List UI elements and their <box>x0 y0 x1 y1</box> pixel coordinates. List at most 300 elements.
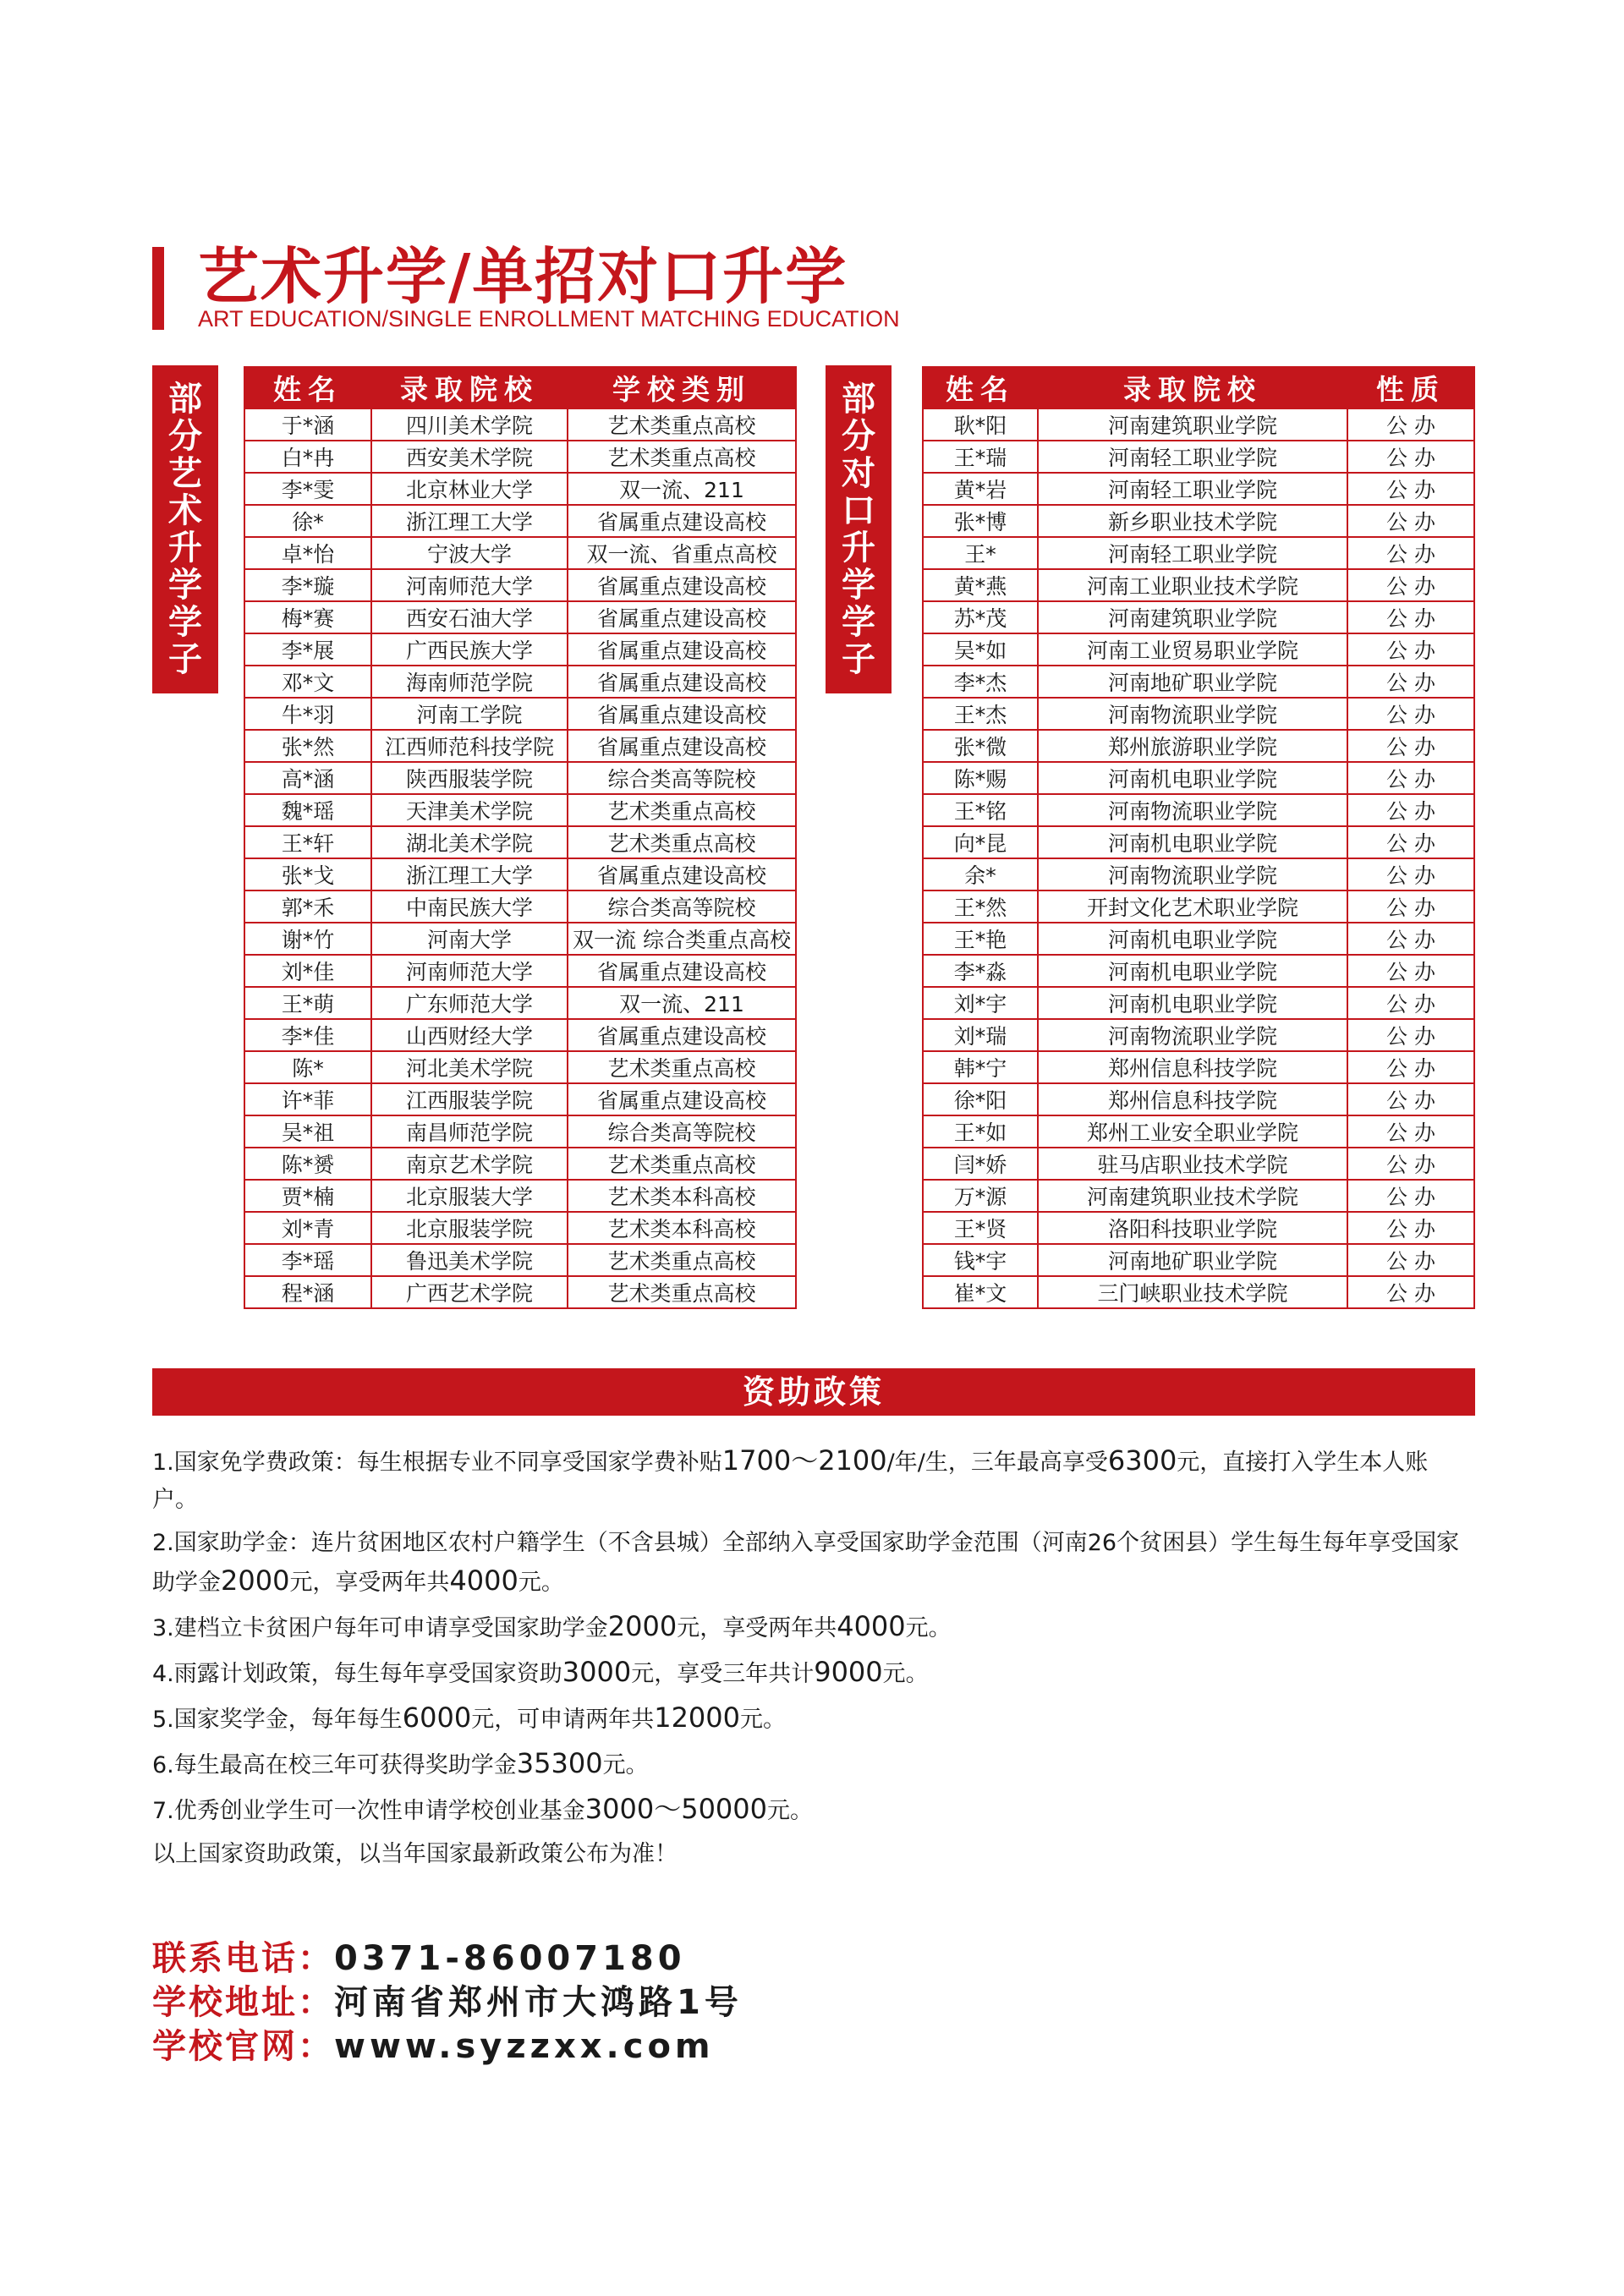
policy-item <box>152 1745 1472 1784</box>
policy-text: 4.雨露计划政策，每生每年享受国家资助 <box>152 1661 562 1687</box>
table-cell: 三门峡职业技术学院 <box>1038 1276 1347 1308</box>
table-row <box>244 1244 796 1276</box>
table-row <box>923 858 1474 890</box>
title-accent-bar <box>152 247 164 330</box>
column-header: 性质 <box>1347 367 1474 408</box>
table-cell: 公 办 <box>1347 505 1474 537</box>
label-char: 部 <box>842 380 875 419</box>
table-cell: 艺术类重点高校 <box>568 826 796 858</box>
table-cell: 陈*赟 <box>244 1148 371 1180</box>
table-cell: 河南轻工职业学院 <box>1038 441 1347 473</box>
table-cell: 河北美术学院 <box>371 1051 568 1083</box>
table-cell: 江西师范科技学院 <box>371 730 568 762</box>
table-cell: 李*璇 <box>244 569 371 601</box>
table-cell: 南昌师范学院 <box>371 1115 568 1148</box>
table-row <box>923 473 1474 505</box>
table-cell: 公 办 <box>1347 1019 1474 1051</box>
table-row <box>923 666 1474 698</box>
table-row <box>923 633 1474 666</box>
table-cell: 牛*羽 <box>244 698 371 730</box>
table-cell: 西安石油大学 <box>371 601 568 633</box>
table-cell: 公 办 <box>1347 858 1474 890</box>
label-char: 分 <box>168 417 202 456</box>
table-cell: 双一流、211 <box>568 987 796 1019</box>
label-char: 部 <box>168 380 202 419</box>
table-cell: 李*淼 <box>923 955 1038 987</box>
art-admission-table <box>244 366 797 1309</box>
table-cell: 河南物流职业学院 <box>1038 1019 1347 1051</box>
table-cell: 艺术类重点高校 <box>568 1051 796 1083</box>
table-row <box>244 1051 796 1083</box>
phone-value: 0371-86007180 <box>334 1939 686 1978</box>
table-row <box>923 408 1474 441</box>
policy-item <box>152 1790 1472 1830</box>
table-cell: 省属重点建设高校 <box>568 601 796 633</box>
table-cell: 陕西服装学院 <box>371 762 568 794</box>
table-cell: 河南建筑职业技术学院 <box>1038 1180 1347 1212</box>
policy-amount: 2000 <box>221 1564 290 1597</box>
policy-text: 5.国家奖学金，每年每生 <box>152 1707 403 1733</box>
label-char: 学 <box>168 603 202 642</box>
table-cell: 河南物流职业学院 <box>1038 794 1347 826</box>
table-cell: 邓*文 <box>244 666 371 698</box>
table-cell: 卓*怡 <box>244 537 371 569</box>
table-cell: 省属重点建设高校 <box>568 858 796 890</box>
table-cell: 李*佳 <box>244 1019 371 1051</box>
table-cell: 双一流、211 <box>568 473 796 505</box>
address-label: 学校地址： <box>152 1983 334 2022</box>
table-cell: 河南工业贸易职业学院 <box>1038 633 1347 666</box>
table-cell: 梅*赛 <box>244 601 371 633</box>
policy-amount: 35300 <box>516 1747 603 1779</box>
table-cell: 浙江理工大学 <box>371 858 568 890</box>
label-char: 学 <box>842 566 875 605</box>
table-row <box>244 1276 796 1308</box>
policy-amount: 2000 <box>607 1610 678 1642</box>
table-row <box>923 1083 1474 1115</box>
table-row <box>244 923 796 955</box>
table-cell: 陈*赐 <box>923 762 1038 794</box>
table-cell: 北京林业大学 <box>371 473 568 505</box>
contact-info <box>152 1937 743 2069</box>
table-row <box>923 1051 1474 1083</box>
table-cell: 徐*阳 <box>923 1083 1038 1115</box>
policy-item <box>152 1653 1472 1693</box>
table-row <box>923 1019 1474 1051</box>
table-cell: 河南轻工职业学院 <box>1038 537 1347 569</box>
policy-amount: 4000 <box>837 1610 906 1642</box>
table-cell: 公 办 <box>1347 1115 1474 1148</box>
table-cell: 郑州信息科技学院 <box>1038 1083 1347 1115</box>
table-cell: 公 办 <box>1347 890 1474 923</box>
table-row <box>244 1115 796 1148</box>
table-cell: 张*博 <box>923 505 1038 537</box>
table-row <box>244 762 796 794</box>
table-cell: 江西服装学院 <box>371 1083 568 1115</box>
table-cell: 省属重点建设高校 <box>568 1019 796 1051</box>
table-cell: 公 办 <box>1347 601 1474 633</box>
label-char: 子 <box>168 640 202 679</box>
table-cell: 广东师范大学 <box>371 987 568 1019</box>
table-cell: 王*轩 <box>244 826 371 858</box>
table-cell: 许*菲 <box>244 1083 371 1115</box>
table-row <box>244 890 796 923</box>
table-row <box>244 955 796 987</box>
policy-amount: 1700～2100 <box>721 1444 887 1477</box>
table-row <box>244 987 796 1019</box>
table-cell: 公 办 <box>1347 633 1474 666</box>
table-cell: 公 办 <box>1347 1276 1474 1308</box>
policy-amount: 6000 <box>402 1701 472 1734</box>
policy-text: 元，享受两年共 <box>677 1615 837 1641</box>
vocational-admission-table <box>922 366 1475 1309</box>
table-cell: 郑州信息科技学院 <box>1038 1051 1347 1083</box>
table-cell: 黄*岩 <box>923 473 1038 505</box>
table-cell: 综合类高等院校 <box>568 890 796 923</box>
table-row <box>923 569 1474 601</box>
table-cell: 双一流 综合类重点高校 <box>568 923 796 955</box>
policy-text: 3.建档立卡贫困户每年可申请享受国家助学金 <box>152 1615 608 1641</box>
table-row <box>244 569 796 601</box>
table-row <box>244 1083 796 1115</box>
table-cell: 公 办 <box>1347 441 1474 473</box>
table-row <box>923 1148 1474 1180</box>
table-cell: 海南师范学院 <box>371 666 568 698</box>
table-cell: 公 办 <box>1347 569 1474 601</box>
table-cell: 刘*青 <box>244 1212 371 1244</box>
table-cell: 张*然 <box>244 730 371 762</box>
table-row <box>244 1212 796 1244</box>
table-cell: 河南工学院 <box>371 698 568 730</box>
art-students-label <box>152 365 218 693</box>
table-cell: 艺术类本科高校 <box>568 1212 796 1244</box>
table-cell: 于*涵 <box>244 408 371 441</box>
label-char: 子 <box>842 640 875 679</box>
label-char: 升 <box>842 529 875 567</box>
table-cell: 省属重点建设高校 <box>568 666 796 698</box>
table-cell: 省属重点建设高校 <box>568 730 796 762</box>
policy-text: 元。 <box>882 1661 929 1687</box>
table-cell: 谢*竹 <box>244 923 371 955</box>
table-cell: 陈* <box>244 1051 371 1083</box>
table-row <box>923 1212 1474 1244</box>
column-header: 学校类别 <box>568 367 796 408</box>
table-cell: 公 办 <box>1347 537 1474 569</box>
label-char: 学 <box>168 566 202 605</box>
table-cell: 北京服装大学 <box>371 1180 568 1212</box>
table-cell: 河南物流职业学院 <box>1038 698 1347 730</box>
table-cell: 广西艺术学院 <box>371 1276 568 1308</box>
table-row <box>244 408 796 441</box>
table-cell: 苏*茂 <box>923 601 1038 633</box>
table-cell: 李*杰 <box>923 666 1038 698</box>
table-cell: 综合类高等院校 <box>568 762 796 794</box>
table-cell: 公 办 <box>1347 698 1474 730</box>
table-row <box>923 698 1474 730</box>
table-cell: 河南工业职业技术学院 <box>1038 569 1347 601</box>
page-title: 艺术升学/单招对口升学 <box>198 241 848 312</box>
table-cell: 公 办 <box>1347 826 1474 858</box>
table-row <box>244 1180 796 1212</box>
table-cell: 公 办 <box>1347 1083 1474 1115</box>
table-cell: 公 办 <box>1347 730 1474 762</box>
table-cell: 钱*宇 <box>923 1244 1038 1276</box>
table-cell: 湖北美术学院 <box>371 826 568 858</box>
policy-text: 7.优秀创业学生可一次性申请学校创业基金 <box>152 1798 585 1824</box>
table-cell: 西安美术学院 <box>371 441 568 473</box>
policy-amount: 4000 <box>449 1564 518 1597</box>
table-row <box>923 987 1474 1019</box>
table-cell: 艺术类重点高校 <box>568 408 796 441</box>
table-row <box>923 1276 1474 1308</box>
table-cell: 省属重点建设高校 <box>568 698 796 730</box>
policy-text: 元。 <box>905 1615 952 1641</box>
contact-website-row <box>152 2025 743 2069</box>
table-cell: 中南民族大学 <box>371 890 568 923</box>
policy-text: 元。 <box>602 1752 649 1778</box>
table-row <box>244 633 796 666</box>
table-row <box>923 537 1474 569</box>
table-cell: 公 办 <box>1347 987 1474 1019</box>
table-cell: 公 办 <box>1347 762 1474 794</box>
table-cell: 向*昆 <box>923 826 1038 858</box>
column-header: 姓名 <box>244 367 371 408</box>
table-cell: 综合类高等院校 <box>568 1115 796 1148</box>
table-cell: 高*涵 <box>244 762 371 794</box>
table-cell: 公 办 <box>1347 408 1474 441</box>
phone-label: 联系电话： <box>152 1939 334 1978</box>
policy-text: 元，直接打入学生本人账户。 <box>152 1449 1429 1513</box>
table-cell: 韩*宁 <box>923 1051 1038 1083</box>
table-cell: 刘*瑞 <box>923 1019 1038 1051</box>
table-cell: 公 办 <box>1347 1244 1474 1276</box>
table-cell: 王* <box>923 537 1038 569</box>
table-cell: 北京服装学院 <box>371 1212 568 1244</box>
table-cell: 河南物流职业学院 <box>1038 858 1347 890</box>
table-row <box>923 923 1474 955</box>
table-cell: 公 办 <box>1347 955 1474 987</box>
table-cell: 省属重点建设高校 <box>568 955 796 987</box>
table-row <box>923 1180 1474 1212</box>
table-row <box>923 730 1474 762</box>
table-cell: 河南地矿职业学院 <box>1038 666 1347 698</box>
table-cell: 洛阳科技职业学院 <box>1038 1212 1347 1244</box>
policy-amount: 9000 <box>814 1656 883 1688</box>
table-cell: 程*涵 <box>244 1276 371 1308</box>
table-cell: 艺术类本科高校 <box>568 1180 796 1212</box>
policy-text: 元。 <box>740 1707 786 1733</box>
policy-text: 元。 <box>767 1798 814 1824</box>
table-cell: 驻马店职业技术学院 <box>1038 1148 1347 1180</box>
table-cell: 双一流、省重点高校 <box>568 537 796 569</box>
table-cell: 公 办 <box>1347 666 1474 698</box>
label-char: 艺 <box>168 454 202 493</box>
table-cell: 王*瑞 <box>923 441 1038 473</box>
table-row <box>244 826 796 858</box>
table-row <box>244 1148 796 1180</box>
policy-text: 1.国家免学费政策：每生根据专业不同享受国家学费补贴 <box>152 1449 722 1476</box>
table-cell: 公 办 <box>1347 1180 1474 1212</box>
table-cell: 河南建筑职业学院 <box>1038 408 1347 441</box>
table-cell: 河南机电职业学院 <box>1038 987 1347 1019</box>
table-cell: 崔*文 <box>923 1276 1038 1308</box>
label-char: 口 <box>842 491 875 530</box>
table-cell: 宁波大学 <box>371 537 568 569</box>
table-cell: 贾*楠 <box>244 1180 371 1212</box>
table-cell: 公 办 <box>1347 1212 1474 1244</box>
table-cell: 耿*阳 <box>923 408 1038 441</box>
table-cell: 李*瑶 <box>244 1244 371 1276</box>
table-row <box>923 762 1474 794</box>
table-row <box>923 1244 1474 1276</box>
table-cell: 张*戈 <box>244 858 371 890</box>
table-cell: 王*铭 <box>923 794 1038 826</box>
table-cell: 山西财经大学 <box>371 1019 568 1051</box>
table-row <box>244 666 796 698</box>
table-cell: 河南机电职业学院 <box>1038 955 1347 987</box>
table-cell: 王*艳 <box>923 923 1038 955</box>
contact-address-row <box>152 1981 743 2025</box>
table-cell: 河南机电职业学院 <box>1038 762 1347 794</box>
policy-amount: 3000～50000 <box>584 1793 768 1825</box>
table-row <box>923 441 1474 473</box>
policy-item <box>152 1442 1472 1519</box>
policy-text: 2.国家助学金：连片贫困地区农村户籍学生（不含县城）全部纳入享受国家助学金范围（河南26个贫困县）学生每生每年享受国家助学金 <box>152 1530 1460 1596</box>
policy-text: 元。 <box>518 1570 564 1596</box>
policy-text: 元，可申请两年共 <box>471 1707 655 1733</box>
address-value: 河南省郑州市大鸿路1号 <box>334 1983 743 2022</box>
table-cell: 公 办 <box>1347 923 1474 955</box>
table-cell: 鲁迅美术学院 <box>371 1244 568 1276</box>
table-cell: 王*萌 <box>244 987 371 1019</box>
table-row <box>923 601 1474 633</box>
policy-note: 以上国家资助政策，以当年国家最新政策公布为准！ <box>152 1841 678 1867</box>
table-cell: 万*源 <box>923 1180 1038 1212</box>
table-cell: 公 办 <box>1347 1051 1474 1083</box>
column-header: 姓名 <box>923 367 1038 408</box>
table-cell: 河南师范大学 <box>371 569 568 601</box>
table-row <box>244 473 796 505</box>
contact-phone-row <box>152 1937 743 1981</box>
table-cell: 郑州工业安全职业学院 <box>1038 1115 1347 1148</box>
table-row <box>244 601 796 633</box>
table-row <box>244 730 796 762</box>
table-row <box>244 698 796 730</box>
table-cell: 天津美术学院 <box>371 794 568 826</box>
policy-text: /年/生，三年最高享受 <box>886 1449 1108 1476</box>
table-cell: 李*雯 <box>244 473 371 505</box>
website-label: 学校官网： <box>152 2027 334 2066</box>
table-cell: 省属重点建设高校 <box>568 505 796 537</box>
table-cell: 王*如 <box>923 1115 1038 1148</box>
table-row <box>923 826 1474 858</box>
table-cell: 河南地矿职业学院 <box>1038 1244 1347 1276</box>
policy-amount: 3000 <box>562 1656 632 1688</box>
label-char: 术 <box>168 491 202 530</box>
table-cell: 张*微 <box>923 730 1038 762</box>
policy-amount: 6300 <box>1107 1444 1177 1477</box>
table-cell: 郑州旅游职业学院 <box>1038 730 1347 762</box>
table-row <box>923 794 1474 826</box>
table-row <box>923 890 1474 923</box>
table-row <box>244 441 796 473</box>
table-cell: 魏*瑶 <box>244 794 371 826</box>
table-row <box>923 1115 1474 1148</box>
website-value: www.syzzxx.com <box>334 2027 715 2066</box>
table-cell: 省属重点建设高校 <box>568 633 796 666</box>
table-cell: 公 办 <box>1347 1148 1474 1180</box>
table-cell: 王*杰 <box>923 698 1038 730</box>
table-cell: 郭*禾 <box>244 890 371 923</box>
table-row <box>244 858 796 890</box>
page-subtitle: ART EDUCATION/SINGLE ENROLLMENT MATCHING EDUCATION <box>198 306 900 332</box>
policy-text: 元，享受两年共 <box>289 1570 450 1596</box>
table-cell: 艺术类重点高校 <box>568 1244 796 1276</box>
table-row <box>244 537 796 569</box>
table-cell: 省属重点建设高校 <box>568 1083 796 1115</box>
table-cell: 李*展 <box>244 633 371 666</box>
table-cell: 刘*佳 <box>244 955 371 987</box>
table-cell: 公 办 <box>1347 794 1474 826</box>
policy-amount: 12000 <box>654 1701 740 1734</box>
table-header-row <box>244 367 796 408</box>
vocational-students-label <box>826 365 892 693</box>
policy-text: 6.每生最高在校三年可获得奖助学金 <box>152 1752 517 1778</box>
table-cell: 闫*娇 <box>923 1148 1038 1180</box>
table-cell: 白*冉 <box>244 441 371 473</box>
column-header: 录取院校 <box>371 367 568 408</box>
policy-list <box>152 1442 1472 1879</box>
table-cell: 余* <box>923 858 1038 890</box>
table-cell: 王*贤 <box>923 1212 1038 1244</box>
table-cell: 黄*燕 <box>923 569 1038 601</box>
table-cell: 河南机电职业学院 <box>1038 923 1347 955</box>
column-header: 录取院校 <box>1038 367 1347 408</box>
table-cell: 徐* <box>244 505 371 537</box>
table-header-row <box>923 367 1474 408</box>
label-char: 升 <box>168 529 202 567</box>
policy-text: 元，享受三年共计 <box>631 1661 815 1687</box>
table-cell: 新乡职业技术学院 <box>1038 505 1347 537</box>
table-cell: 吴*祖 <box>244 1115 371 1148</box>
table-row <box>244 505 796 537</box>
table-cell: 艺术类重点高校 <box>568 1276 796 1308</box>
table-cell: 王*然 <box>923 890 1038 923</box>
table-cell: 广西民族大学 <box>371 633 568 666</box>
table-cell: 艺术类重点高校 <box>568 1148 796 1180</box>
table-cell: 河南师范大学 <box>371 955 568 987</box>
table-cell: 省属重点建设高校 <box>568 569 796 601</box>
table-cell: 艺术类重点高校 <box>568 441 796 473</box>
table-row <box>923 505 1474 537</box>
table-cell: 河南建筑职业学院 <box>1038 601 1347 633</box>
label-char: 分 <box>842 417 875 456</box>
table-row <box>244 1019 796 1051</box>
table-cell: 四川美术学院 <box>371 408 568 441</box>
table-cell: 艺术类重点高校 <box>568 794 796 826</box>
table-row <box>244 794 796 826</box>
table-cell: 刘*宇 <box>923 987 1038 1019</box>
label-char: 对 <box>842 454 875 493</box>
policy-item <box>152 1699 1472 1739</box>
table-cell: 公 办 <box>1347 473 1474 505</box>
table-cell: 河南大学 <box>371 923 568 955</box>
table-cell: 南京艺术学院 <box>371 1148 568 1180</box>
policy-item <box>152 1608 1472 1647</box>
policy-heading: 资助政策 <box>152 1368 1475 1416</box>
label-char: 学 <box>842 603 875 642</box>
table-row <box>923 955 1474 987</box>
